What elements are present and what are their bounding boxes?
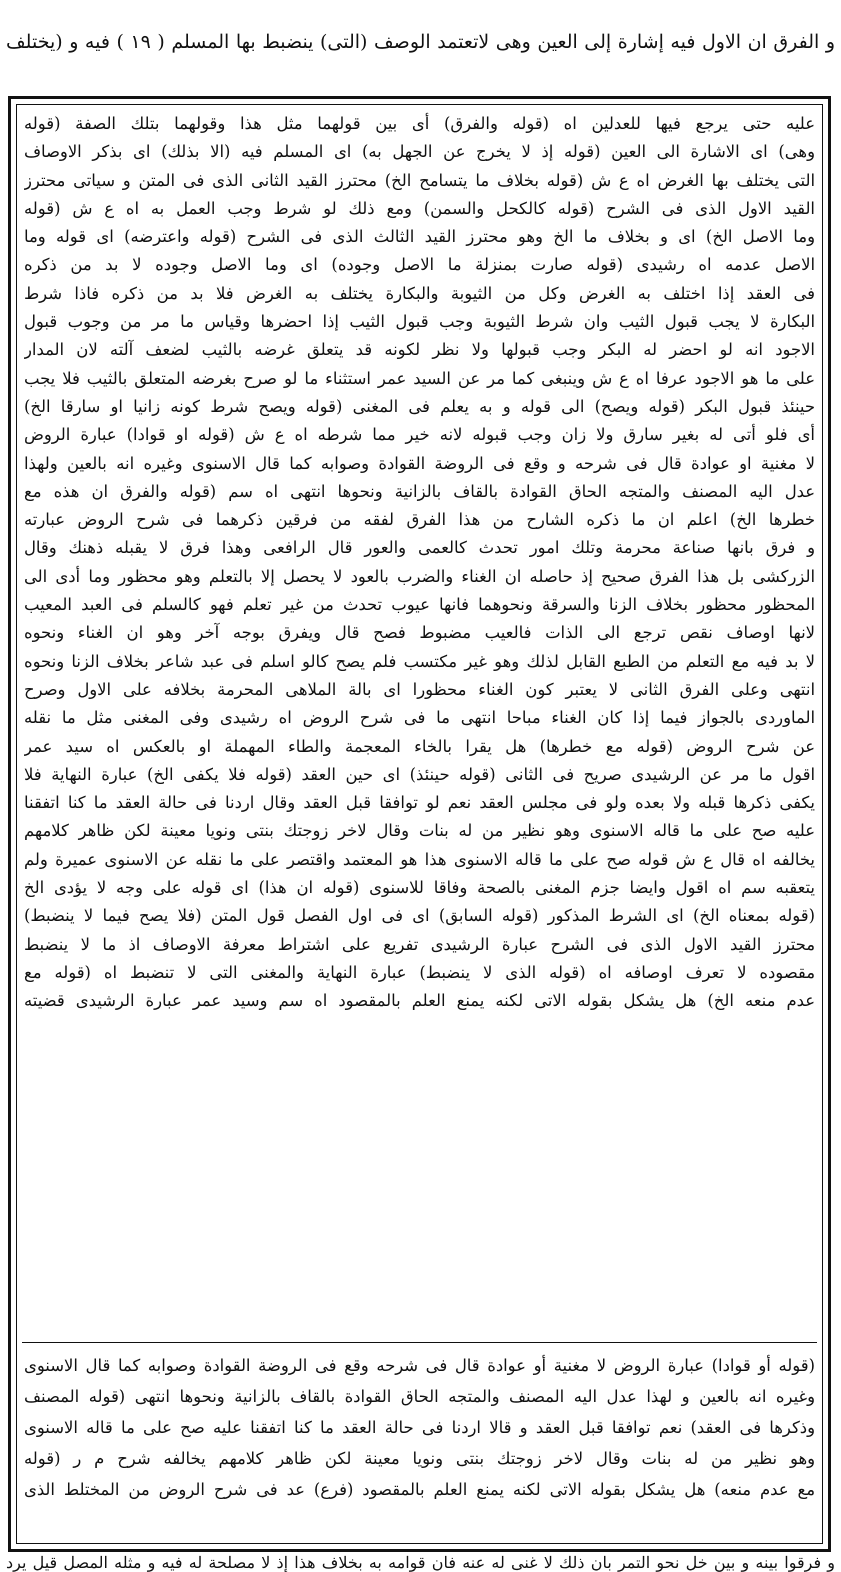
text-line: لا بد فيه مع التعلم من الطبع القابل لذلك وهو غير مكتسب فلم يصح كالو اسلم فى عبد شاعر بخلاف الزنا ونحوه (24, 651, 815, 671)
text-line: عليه صح على ما قاله الاسنوى وهو نظير من له بنات وقال لاخر زوجتك بنتى ونويا معينة لكن ظاهر كلامهم (24, 821, 815, 841)
footnote-divider (22, 1342, 817, 1343)
text-line: خطرها الخ) اعلم ان ما ذكره الشارح من هذا الفرق لفقه من فرقين ذكرهما فى شرح الروض عبارته (24, 510, 815, 530)
footnote-line: (قوله أو قوادا) عبارة الروض لا مغنية أو عوادة قال فى شرحه وقع فى الروضة القوادة وصوابه كما قال الاسنوى (24, 1356, 815, 1375)
text-line: يخالفه اه قال ع ش قوله صح على ما قاله الاسنوى هذا هو المعتمد واقتصر على ما نقله عن الاسنوى عميرة ولم (24, 849, 815, 869)
footnote-line: وذكرها فى العقد) نعم توافقا قبل العقد و قالا اردنا فى حالة العقد ما كنا اتفقنا عليه صح على ما قاله الاسنوى (24, 1418, 815, 1437)
text-line: (قوله بمعناه الخ) اى الشرط المذكور (قوله السابق) اى فى اول الفصل قول المتن (فلا يصح فيما لا ينضبط) (24, 906, 815, 926)
footnote-line: مع عدم منعه) هل يشكل بقوله الاتى لكنه يمنع العلم بالمقصود (فرع) عد فى شرح الروض من المختلط الذى (24, 1480, 815, 1499)
text-line: التى يختلف بها الغرض اه ع ش (قوله بخلاف ما يتسامح الخ) محترز القيد الثانى الذى فى المتن و سياتى محترز (24, 170, 815, 190)
text-line: القيد الاول الذى فى الشرح (قوله كالكحل والسمن) ومع ذلك لو شرط وجب العمل به اه ع ش (قوله (24, 198, 815, 218)
text-line: انتهى وعلى الفرق الثانى لا يعتبر كون الغناء محظورا اى بالة الملاهى المحرمة بخلافه على الاول وصرح (24, 679, 815, 699)
margin-text-bottom: و فرقوا بينه و بين خل نحو التمر بان ذلك لا غنى له عنه فان قوامه به بخلاف هذا إذ لا مصلحة له فيه و مثله المصل قيل يرد (6, 1553, 835, 1572)
text-line: يتعقبه سم اه اقول وايضا جزم المغنى بالصحة وفاقا للاسنوى (قوله ان هذا) اى قوله على وجه لا يؤدى الخ (24, 878, 815, 898)
text-line: أى فلو أتى له بغير سارق ولا زان وجب قبوله لانه خير مما شرطه اه ع ش (قوله او قوادا) عبارة الروض (24, 425, 815, 445)
text-line: الماوردى بالجواز فيما إذا كان الغناء مباحا انتهى ما فى شرح الروض اه رشيدى وفى المغنى مثل ما نقله (24, 708, 815, 728)
text-line: فى العقد إذا اختلف به الغرض وكل من الثيوبة والبكارة يختلف به الغرض فلا بد من ذكره فاذا شرط (24, 283, 815, 303)
text-line: محترز القيد الاول الذى فى الشرح عبارة الرشيدى تفريع على اشتراط معرفة الاوصاف اذ ما لا ينضبط (24, 934, 815, 954)
text-line: يكفى ذكرها قبله ولا بعده ولو فى مجلس العقد نعم لو توافقا قبل العقد وقال اردنا فى حالة العقد ما كنا اتفقنا (24, 793, 815, 813)
text-line: الاصل عدمه اه رشيدى (قوله صارت بمنزلة ما الاصل وجوده) اى وما الاصل وجوده لا بد من ذكره (24, 255, 815, 275)
text-line: وما الاصل الخ) اى و بخلاف ما الخ وهو محترز القيد الثالث الذى فى الشرح (قوله واعترضه) اى قوله وما (24, 227, 815, 247)
text-line: مقصوده لا تعرف اوصافه اه (قوله الذى لا ينضبط) عبارة النهاية والمغنى التى لا تنضبط اه (قوله مع (24, 962, 815, 982)
text-line: المحظور محظور بخلاف الزنا والسرقة ونحوهما فانها عيوب تحدث من غير تعلم فهو كالسلم فى العبد المعيب (24, 595, 815, 615)
text-line: حينئذ قبول البكر (قوله ويصح) الى قوله و به يعلم فى المغنى (قوله ويصح شرط كونه زانيا او سارقا الخ) (24, 396, 815, 416)
text-line: عدم منعه الخ) هل يشكل بقوله الاتى لكنه يمنع العلم بالمقصود اه سم وسيد عمر عبارة الرشيدى قضيته (24, 991, 815, 1011)
running-header: و الفرق ان الاول فيه إشارة إلى العين وهى لاتعتمد الوصف (التى) ينضبط بها المسلم ( ١٩ ) فيه و (يختلف (6, 31, 835, 53)
text-line: اقول ما مر عن الرشيدى صريح فى الثانى (قوله حينئذ) اى حين العقد (قوله فلا يكفى الخ) عبارة النهاية فلا (24, 764, 815, 784)
text-line: الاجود انه لو احضر له البكر وجب قبولها ولا نظر لكونه قد يتعلق غرضه بالثيب لضعف آلته لان المدار (24, 340, 815, 360)
text-line: عن شرح الروض (قوله مع خطرها) هل يقرا بالخاء المعجمة والطاء المهملة او بالعكس اه سيد عمر (24, 736, 815, 756)
text-line: الزركشى بل هذا الفرق صحيح إذ حاصله ان الغناء والضرب بالعود لا يحصل إلا بالتعلم وهو محظور وما أدى الى (24, 566, 815, 586)
footnote-block (24, 1350, 815, 1538)
text-line: البكارة لا يجب قبول الثيب وان شرط الثيوبة وجب قبول الثيب إذا احضرها وقياس ما مر من وجوب قبول (24, 312, 815, 332)
text-line: و فرق بانها صناعة محرمة وتلك امور تحدث كالعمى والعور قال الرافعى وهذا فرق لا يقبله ذهنك وقال (24, 538, 815, 558)
text-line: عدل اليه المصنف والمتجه الحاق القوادة بالقاف بالزانية ونحوها انتهى اه سم (قوله والفرق ان هذه مع (24, 481, 815, 501)
commentary-body (24, 110, 815, 1336)
text-line: لا مغنية او عوادة قال فى شرحه و وقع فى الروضة القوادة وصوابه كما قال الاسنوى وغيره انه بالعين ولهذا (24, 453, 815, 473)
footnote-line: وغيره انه بالعين و لهذا عدل اليه المصنف والمتجه الحاق القوادة بالقاف بالزانية ونحوها انتهى (قوله المصنف (24, 1387, 815, 1406)
text-line: وهى) اى الاشارة الى العين (قوله إذ لا يخرج عن الجهل به) اى المسلم فيه (الا بذلك) اى بذكر الاوصاف (24, 142, 815, 162)
text-line: على ما هو الاجود عرفا اه ع ش وينبغى كما مر عن السيد عمر استثناء ما لو صرح بغرضه المتعلق بالثيب فلا يجب (24, 368, 815, 388)
footnote-line: وهو نظير من له بنات وقال لاخر زوجتك بنتى ونويا معينة لكن ظاهر كلامهم يخالفه شرح م ر (قوله (24, 1449, 815, 1468)
text-line: عليه حتى يرجع فيها للعدلين اه (قوله والفرق) أى بين قولهما مثل هذا وقولهما بتلك الصفة (قوله (24, 114, 815, 133)
text-line: لانها اوصاف نقص ترجع الى الذات فالعيب مضبوط فصح قال ويفرق بوجه آخر وهو ان الغناء ونحوه (24, 623, 815, 643)
